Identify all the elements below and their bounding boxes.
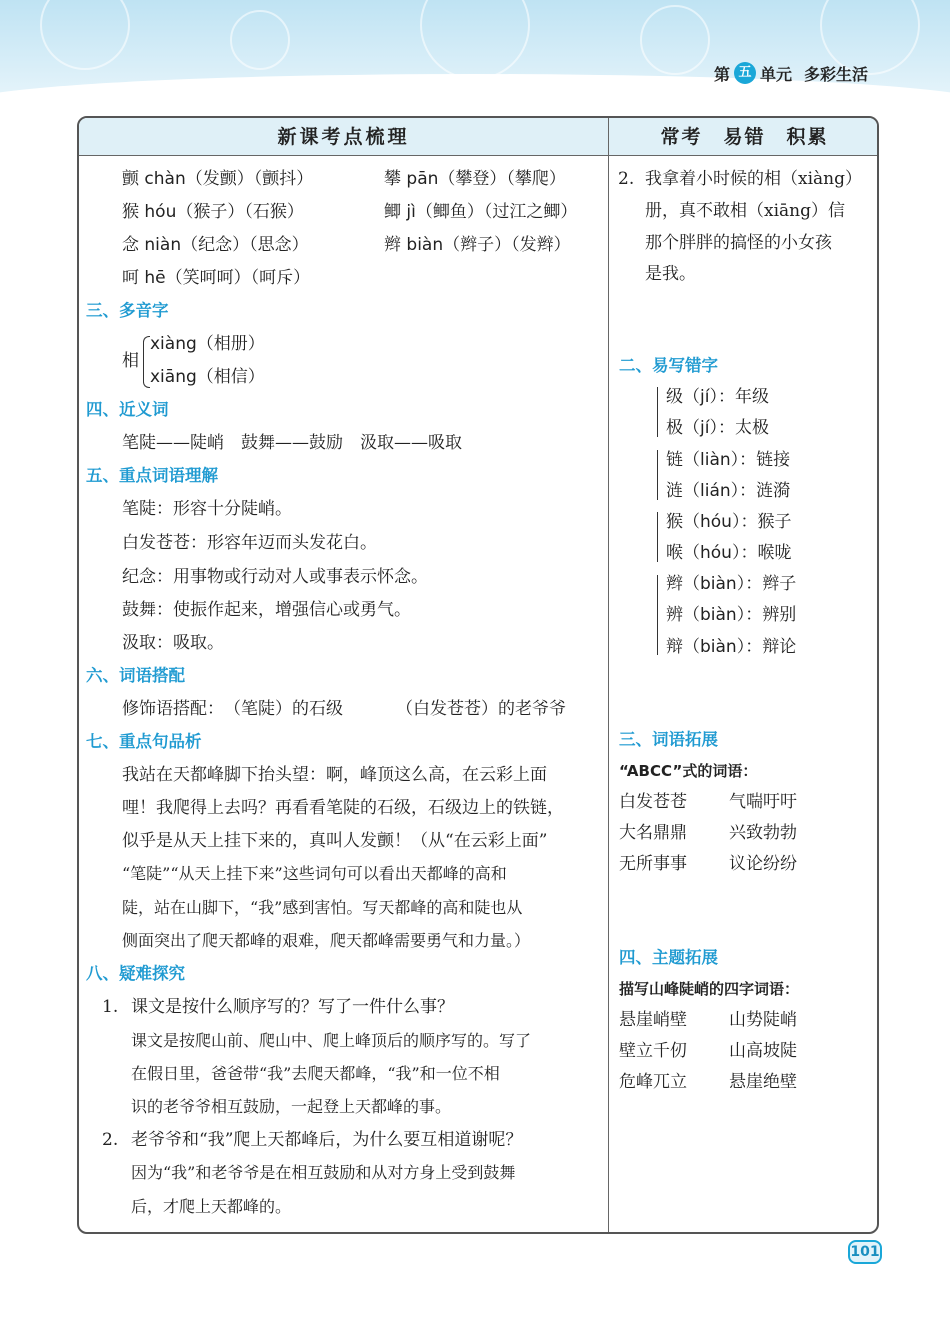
char-pair-2b: 涟（lián）：涟漪 xyxy=(666,481,791,501)
char-pair-4c: 辩（biàn）：辩论 xyxy=(666,637,797,657)
analysis-line-1: 我站在天都峰脚下抬头望：啊，峰顶这么高，在云彩上面 xyxy=(122,765,547,785)
group-bar-3 xyxy=(657,512,658,562)
definition-4: 鼓舞：使振作起来，增强信心或勇气。 xyxy=(122,600,411,620)
question-2: 老爷爷和“我”爬上天都峰后，为什么要互相道谢呢？ xyxy=(131,1130,523,1150)
abcc-subtitle: “ABCC”式的词语： xyxy=(619,762,758,780)
example-2-number: 2. xyxy=(618,169,635,189)
group-bar-4 xyxy=(657,575,658,655)
char-pair-2a: 链（liàn）：链接 xyxy=(666,450,791,470)
theme-word-5: 危峰兀立 xyxy=(619,1072,687,1092)
unit-title: 多彩生活 xyxy=(803,64,868,84)
poly-row-3-col1: 念 niàn（纪念）（思念） xyxy=(122,235,309,255)
poly-row-2-col1: 猴 hóu（猴子）（石猴） xyxy=(122,202,304,222)
content-table xyxy=(77,116,879,1234)
group-bar-2 xyxy=(657,450,658,500)
char-pair-4b: 辨（biàn）：辨别 xyxy=(666,605,797,625)
theme-word-6: 悬崖绝壁 xyxy=(729,1072,797,1092)
section-5-title: 五、重点词语理解 xyxy=(86,466,218,485)
section-4-title: 四、近义词 xyxy=(86,400,169,419)
poly-row-2-col2: 鲫 jì（鲫鱼）（过江之鲫） xyxy=(384,202,578,222)
polyphone-reading-1: xiàng（相册） xyxy=(150,334,265,354)
theme-word-3: 壁立千仞 xyxy=(619,1041,687,1061)
unit-number-badge: 五 xyxy=(734,62,756,84)
right-section-3-title: 三、词语拓展 xyxy=(619,730,718,749)
char-pair-1b: 极（jí）：太极 xyxy=(666,418,769,438)
theme-word-4: 山高坡陡 xyxy=(729,1041,797,1061)
section-7-title: 七、重点句品析 xyxy=(86,732,202,751)
example-2-line-2: 册，真不敢相（xiāng）信 xyxy=(645,201,845,221)
answer-1-line-3: 识的老爷爷相互鼓励，一起登上天都峰的事。 xyxy=(131,1097,452,1116)
example-2-line-1: 我拿着小时候的相（xiàng） xyxy=(645,169,862,189)
poly-row-1-col2: 攀 pān（攀登）（攀爬） xyxy=(384,169,566,189)
right-section-2-title: 二、易写错字 xyxy=(619,356,718,375)
collocation-2: （白发苍苍）的老爷爷 xyxy=(396,699,566,719)
analysis-line-2: 哩！我爬得上去吗？再看看笔陡的石级，石级边上的铁链， xyxy=(122,798,564,818)
definition-2: 白发苍苍：形容年迈而头发花白。 xyxy=(122,533,377,553)
definition-5: 汲取：吸取。 xyxy=(122,633,224,653)
page-number: 101 xyxy=(848,1240,882,1264)
abcc-word-1: 白发苍苍 xyxy=(619,792,687,812)
analysis-line-4: “笔陡”“从天上挂下来”这些词句可以看出天都峰的高和 xyxy=(122,864,507,883)
polyphone-char: 相 xyxy=(122,351,139,371)
abcc-word-3: 大名鼎鼎 xyxy=(619,823,687,843)
poly-row-1-col1: 颤 chàn（发颤）（颤抖） xyxy=(122,169,314,189)
answer-2-line-2: 后，才爬上天都峰的。 xyxy=(131,1197,292,1216)
abcc-word-2: 气喘吁吁 xyxy=(729,792,797,812)
poly-row-4-col1: 呵 hē（笑呵呵）（呵斥） xyxy=(122,268,311,288)
char-pair-3a: 猴（hóu）：猴子 xyxy=(666,512,792,532)
analysis-line-6: 侧面突出了爬天都峰的艰难，爬天都峰需要勇气和力量。） xyxy=(122,931,531,950)
definition-3: 纪念：用事物或行动对人或事表示怀念。 xyxy=(122,567,428,587)
column-divider xyxy=(608,118,609,1232)
example-2-line-4: 是我。 xyxy=(645,264,696,284)
abcc-word-6: 议论纷纷 xyxy=(729,854,797,874)
theme-word-1: 悬崖峭壁 xyxy=(619,1010,687,1030)
question-1: 课文是按什么顺序写的？写了一件什么事？ xyxy=(131,997,454,1017)
theme-word-2: 山势陡峭 xyxy=(729,1010,797,1030)
synonyms: 笔陡——陡峭 鼓舞——鼓励 汲取——吸取 xyxy=(122,433,462,453)
analysis-line-5: 陡，站在山脚下，“我”感到害怕。写天都峰的高和陡也从 xyxy=(122,898,523,917)
abcc-word-4: 兴致勃勃 xyxy=(729,823,797,843)
unit-prefix: 第 xyxy=(713,64,730,84)
question-2-number: 2. xyxy=(102,1130,119,1150)
left-column-header: 新课考点梳理 xyxy=(277,126,410,148)
char-pair-1a: 级（jí）：年级 xyxy=(666,387,769,407)
group-bar-1 xyxy=(657,387,658,437)
answer-1-line-1: 课文是按爬山前、爬山中、爬上峰顶后的顺序写的。写了 xyxy=(131,1031,532,1050)
definition-1: 笔陡：形容十分陡峭。 xyxy=(122,499,292,519)
section-3-title: 三、多音字 xyxy=(86,301,169,320)
header-banner xyxy=(0,0,950,118)
unit-header xyxy=(714,60,868,86)
example-2-line-3: 那个胖胖的搞怪的小女孩 xyxy=(645,233,832,253)
abcc-word-5: 无所事事 xyxy=(619,854,687,874)
poly-row-3-col2: 辫 biàn（辫子）（发辫） xyxy=(384,235,571,255)
right-section-4-title: 四、主题拓展 xyxy=(619,948,718,967)
question-1-number: 1. xyxy=(102,997,119,1017)
polyphone-reading-2: xiāng（相信） xyxy=(150,367,265,387)
answer-1-line-2: 在假日里，爸爸带“我”去爬天都峰，“我”和一位不相 xyxy=(131,1064,500,1083)
unit-suffix: 单元 xyxy=(759,64,792,84)
collocation-label: 修饰语搭配： xyxy=(122,699,224,719)
collocation-1: （笔陡）的石级 xyxy=(224,699,343,719)
analysis-line-3: 似乎是从天上挂下来的，真叫人发颤！（从“在云彩上面” xyxy=(122,831,548,851)
section-6-title: 六、词语搭配 xyxy=(86,666,185,685)
section-8-title: 八、疑难探究 xyxy=(86,964,185,983)
answer-2-line-1: 因为“我”和老爷爷是在相互鼓励和从对方身上受到鼓舞 xyxy=(131,1163,516,1182)
table-header-row xyxy=(79,118,877,156)
right-column-header: 常考 易错 积累 xyxy=(660,126,829,148)
char-pair-3b: 喉（hóu）：喉咙 xyxy=(666,543,792,563)
theme-subtitle: 描写山峰陡峭的四字词语： xyxy=(619,980,800,998)
char-pair-4a: 辫（biàn）：辫子 xyxy=(666,574,797,594)
brace xyxy=(143,336,150,388)
